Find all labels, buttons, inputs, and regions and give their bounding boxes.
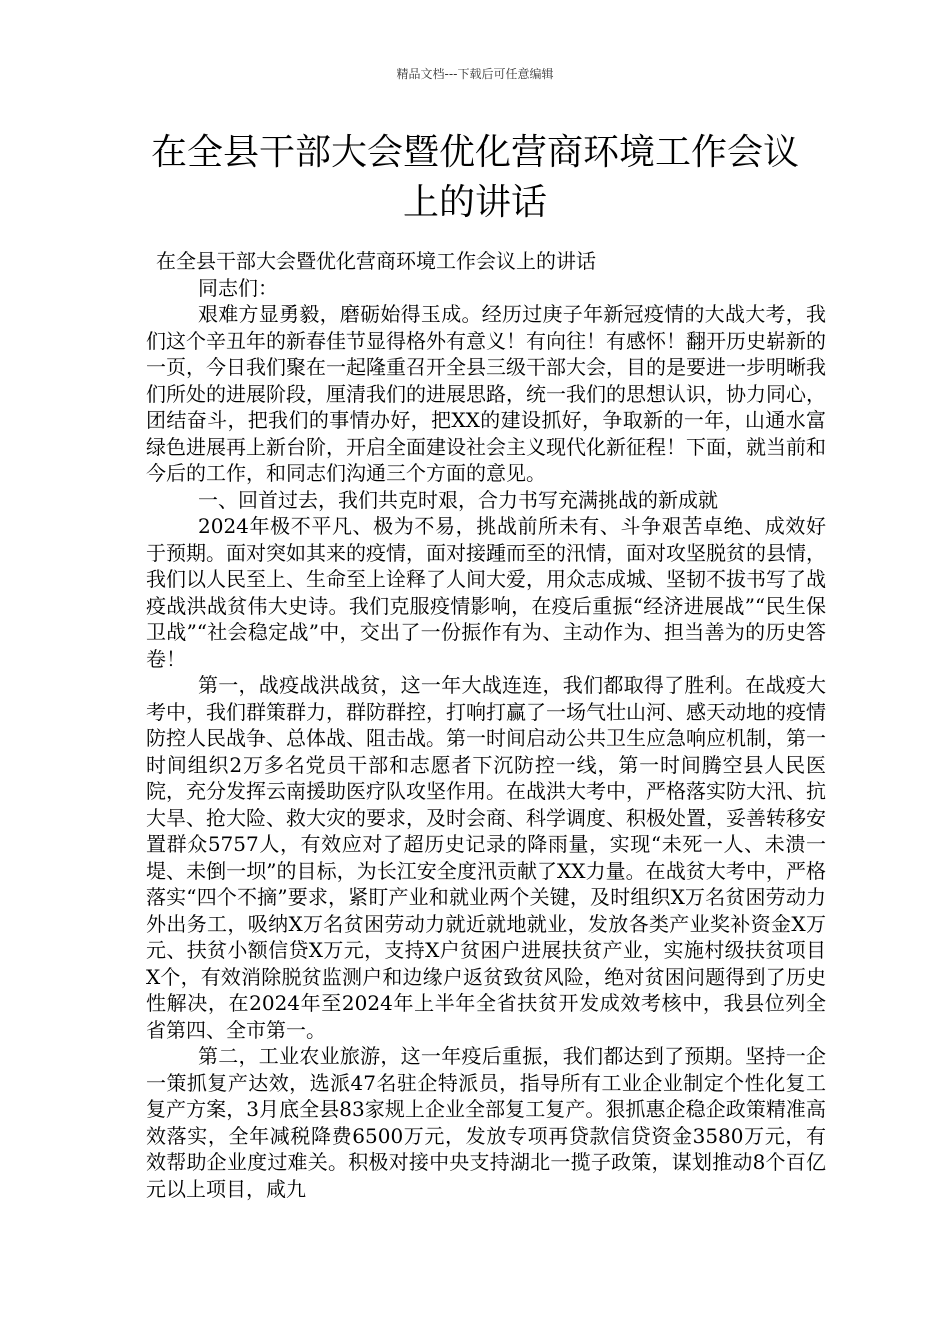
body-subtitle: 在全县干部大会暨优化营商环境工作会议上的讲话 — [156, 249, 596, 273]
paragraph-second-point: 第二，工业农业旅游，这一年疫后重振，我们都达到了预期。坚持一企一策抓复产达效，选派47名驻企特派员，指导所有工业企业制定个性化复工复产方案，3月底全县83家规上企业全部复工复产。狠抓惠企稳企政策精准高效落实，全年减税降费6500万元，发放专项再贷款信贷资金3580万元，有效帮助企业度过难关。积极对接中央支持湖北一揽子政策，谋划推动8个百亿元以上项目，咸九 — [146, 1044, 826, 1201]
document-body — [146, 248, 826, 1202]
salutation: 同志们： — [198, 275, 278, 300]
paragraph-intro: 艰难方显勇毅，磨砺始得玉成。经历过庚子年新冠疫情的大战大考，我们这个辛丑年的新春佳节显得格外有意义！有向往！有感怀！翻开历史崭新的一页，今日我们聚在一起隆重召开全县三级干部大会，目的是要进一步明晰我们所处的进展阶段，厘清我们的进展思路，统一我们的思想认识，协力同心，团结奋斗，把我们的事情办好，把XX的建设抓好，争取新的一年，山通水富绿色进展再上新台阶，开启全面建设社会主义现代化新征程！下面，就当前和今后的工作，和同志们沟通三个方面的意见。 — [146, 302, 826, 485]
header-note: 精品文档---下载后可任意编辑 — [396, 67, 554, 81]
paragraph-first-point: 第一，战疫战洪战贫，这一年大战连连，我们都取得了胜利。在战疫大考中，我们群策群力，群防群控，打响打赢了一场气壮山河、感天动地的疫情防控人民战争、总体战、阻击战。第一时间启动公共卫生应急响应机制，第一时间组织2万多名党员干部和志愿者下沉防控一线，第一时间腾空县人民医院，充分发挥云南援助医疗队攻坚作用。在战洪大考中，严格落实防大汛、抗大旱、抢大险、救大灾的要求，及时会商、科学调度、积极处置，妥善转移安置群众5757人，有效应对了超历史记录的降雨量，实现“未死一人、未溃一堤、未倒一坝”的目标，为长江安全度汛贡献了XX力量。在战贫大考中，严格落实“四个不摘”要求，紧盯产业和就业两个关键，及时组织X万名贫困劳动力外出务工，吸纳X万名贫困劳动力就近就地就业，发放各类产业奖补资金X万元、扶贫小额信贷X万元，支持X户贫困户进展扶贫产业，实施村级扶贫项目X个，有效消除脱贫监测户和边缘户返贫致贫风险，绝对贫困问题得到了历史性解决，在2024年至2024年上半年全省扶贫开发成效考核中，我县位列全省第四、全市第一。 — [146, 673, 826, 1042]
document-title: 在全县干部大会暨优化营商环境工作会议上的讲话 — [150, 132, 799, 223]
paragraph-2024-overview: 2024年极不平凡、极为不易，挑战前所未有、斗争艰苦卓绝、成效好于预期。面对突如其来的疫情，面对接踵而至的汛情，面对攻坚脱贫的县情，我们以人民至上、生命至上诠释了人间大爱，用众志成城、坚韧不拔书写了战疫战洪战贫伟大史诗。我们克服疫情影响，在疫后重振“经济进展战”“民生保卫战”“社会稳定战”中，交出了一份振作有为、主动作为、担当善为的历史答卷！ — [146, 514, 826, 671]
section-heading-1: 一、回首过去，我们共克时艰，合力书写充满挑战的新成就 — [198, 487, 718, 512]
